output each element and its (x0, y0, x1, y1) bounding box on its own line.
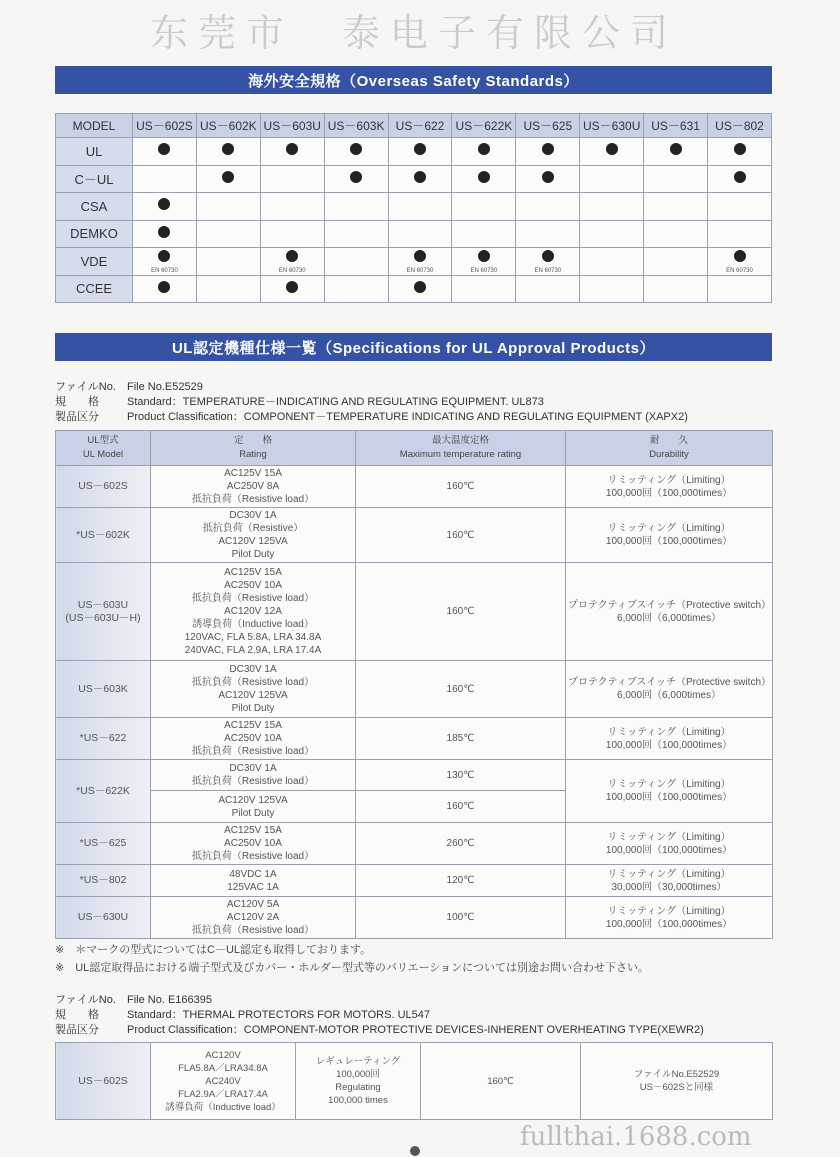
cell: ファイルNo.E52529 US－602Sと同様 (581, 1043, 773, 1120)
cell: AC125V 15A AC250V 8A 抵抗負荷（Resistive load） (151, 466, 356, 508)
cell (388, 248, 452, 276)
vde-note: EN 60730 (151, 267, 178, 274)
footnote: ※ UL認定取得品における端子型式及びカバー・ホルダー型式等のバリエーションについては別途お問い合わせ下さい。 (55, 962, 649, 974)
cell: 185℃ (356, 718, 566, 760)
cell: リミッティング（Limiting） 100,000回（100,000times） (566, 823, 773, 865)
cell: 160℃ (356, 791, 566, 823)
info-value: Product Classification：COMPONENT-MOTOR PROTECTIVE DEVICES-INHERENT OVERHEATING TYPE(XEWR2) (127, 1024, 704, 1036)
cell (516, 138, 580, 166)
certified-dot-icon (286, 143, 298, 155)
cell (324, 138, 388, 166)
cell (260, 248, 324, 276)
cell: US－602S (56, 466, 151, 508)
info-key: ファイルNo. (55, 994, 116, 1006)
column-header (151, 431, 356, 466)
cell (580, 220, 644, 248)
table-row (56, 466, 773, 508)
cell (324, 248, 388, 276)
certified-dot-icon (158, 281, 170, 293)
cell: 100℃ (356, 897, 566, 939)
standard-label: VDE (56, 248, 133, 276)
cell (260, 138, 324, 166)
info-value: Standard：TEMPERATURE－INDICATING AND REGULATING EQUIPMENT. UL873 (127, 396, 544, 408)
cell: 260℃ (356, 823, 566, 865)
cell (133, 248, 197, 276)
cell (516, 193, 580, 221)
cell (260, 165, 324, 193)
watermark-site: fullthai.1688.com (520, 1122, 752, 1152)
cell (133, 275, 197, 303)
info-value: File No. E166395 (127, 994, 212, 1006)
table-row (56, 897, 773, 939)
cell: プロテクティブスイッチ（Protective switch） 6,000回（6,000times） (566, 563, 773, 661)
table-row (56, 563, 773, 661)
cell: AC120V 125VA Pilot Duty (151, 791, 356, 823)
info-value: Product Classification：COMPONENT－TEMPERATURE INDICATING AND REGULATING EQUIPMENT (XAPX2) (127, 411, 688, 423)
cell (196, 220, 260, 248)
cell (452, 138, 516, 166)
certified-dot-icon (414, 250, 426, 262)
certified-dot-icon (158, 198, 170, 210)
info-line (55, 1006, 772, 1022)
section-banner-ul-specs: UL認定機種仕様一覧（Specifications for UL Approval Products） (55, 333, 772, 361)
column-header: US－602K (196, 114, 260, 138)
cell (644, 193, 708, 221)
cell (388, 138, 452, 166)
column-header: US－603K (324, 114, 388, 138)
cell (644, 248, 708, 276)
cell: リミッティング（Limiting） 30,000回（30,000times） (566, 865, 773, 897)
cell (452, 275, 516, 303)
cell (580, 193, 644, 221)
section-banner-overseas: 海外安全規格（Overseas Safety Standards） (55, 66, 772, 94)
info-line (55, 408, 772, 424)
header-jp: UL型式 (87, 435, 119, 446)
table-row (56, 718, 773, 760)
header-en: Rating (239, 449, 267, 460)
column-header (56, 431, 151, 466)
table-row (56, 823, 773, 865)
cell (580, 165, 644, 193)
certified-dot-icon (606, 143, 618, 155)
cell (644, 220, 708, 248)
info-key: ファイルNo. (55, 381, 116, 393)
cell (452, 220, 516, 248)
standard-label: UL (56, 138, 133, 166)
cell (133, 220, 197, 248)
cell: *US－625 (56, 823, 151, 865)
cell (516, 275, 580, 303)
certified-dot-icon (542, 171, 554, 183)
cell (260, 275, 324, 303)
standard-label: C－UL (56, 165, 133, 193)
certified-dot-icon (222, 143, 234, 155)
header-en: Maximum temperature rating (399, 449, 522, 460)
cell: リミッティング（Limiting） 100,000回（100,000times） (566, 508, 773, 563)
certified-dot-icon (542, 250, 554, 262)
certified-dot-icon (734, 171, 746, 183)
vde-note: EN 60730 (726, 267, 753, 274)
certified-dot-icon (478, 250, 490, 262)
header-en: UL Model (82, 449, 124, 460)
vde-note: EN 60730 (406, 267, 434, 274)
cell: *US－802 (56, 865, 151, 897)
cell (708, 248, 772, 276)
cell (516, 165, 580, 193)
cell: *US－622K (56, 760, 151, 823)
cell (388, 193, 452, 221)
cell: US－602S (56, 1043, 151, 1120)
cell (324, 275, 388, 303)
watermark-company: 东莞市 泰电子有限公司 (150, 13, 679, 55)
certified-dot-icon (414, 171, 426, 183)
cell (452, 193, 516, 221)
header-jp: 耐 久 (649, 435, 688, 446)
footnote: ※ ＊マークの型式についてはC－UL認定も取得しております。 (55, 944, 372, 956)
cell: 160℃ (356, 661, 566, 718)
info-key: 規 格 (55, 396, 99, 408)
cell: 160℃ (421, 1043, 581, 1120)
column-header: US－622 (388, 114, 452, 138)
certified-dot-icon (734, 250, 746, 262)
info-line (55, 1021, 772, 1037)
column-header (566, 431, 773, 466)
cell: 160℃ (356, 563, 566, 661)
certified-dot-icon (414, 281, 426, 293)
cell: AC125V 15A AC250V 10A 抵抗負荷（Resistive load） (151, 823, 356, 865)
cell: DC30V 1A 抵抗負荷（Resistive load） AC120V 125VA Pilot Duty (151, 661, 356, 718)
cell: AC120V 5A AC120V 2A 抵抗負荷（Resistive load） (151, 897, 356, 939)
standard-label: CCEE (56, 275, 133, 303)
cell (324, 165, 388, 193)
cell: US－603K (56, 661, 151, 718)
column-header: US－630U (580, 114, 644, 138)
certified-dot-icon (158, 143, 170, 155)
cell: AC125V 15A AC250V 10A 抵抗負荷（Resistive load） AC120V 12A 誘導負荷（Inductive load） 120VAC, FLA 5.8A, LRA 34.8A 240VAC, FLA 2.9A, LRA 17.4A (151, 563, 356, 661)
table-row (56, 138, 772, 166)
cell: DC30V 1A 抵抗負荷（Resistive） AC120V 125VA Pilot Duty (151, 508, 356, 563)
cell: AC125V 15A AC250V 10A 抵抗負荷（Resistive load） (151, 718, 356, 760)
cell (196, 275, 260, 303)
column-header (356, 431, 566, 466)
cell (196, 165, 260, 193)
table-row (56, 865, 773, 897)
cell (452, 248, 516, 276)
certified-dot-icon (478, 171, 490, 183)
column-header: US－802 (708, 114, 772, 138)
cell: 160℃ (356, 508, 566, 563)
vde-note: EN 60730 (470, 267, 498, 274)
table-row (56, 508, 773, 563)
cell: 130℃ (356, 760, 566, 791)
cell (388, 165, 452, 193)
cell (324, 220, 388, 248)
cell (260, 220, 324, 248)
cell (708, 220, 772, 248)
info-line (55, 378, 772, 394)
table-row (56, 661, 773, 718)
cell (580, 138, 644, 166)
cell (133, 138, 197, 166)
column-header: US－631 (644, 114, 708, 138)
cell: 120℃ (356, 865, 566, 897)
table-row (56, 220, 772, 248)
table-row (56, 193, 772, 221)
column-header: MODEL (56, 114, 133, 138)
info-value: Standard：THERMAL PROTECTORS FOR MOTORS. UL547 (127, 1009, 430, 1021)
column-header: US－622K (452, 114, 516, 138)
vde-note: EN 60730 (534, 267, 562, 274)
cell (708, 193, 772, 221)
cell: US－603U (US－603U－H) (56, 563, 151, 661)
cell (644, 275, 708, 303)
certified-dot-icon (542, 143, 554, 155)
cell (452, 165, 516, 193)
info-key: 規 格 (55, 1009, 99, 1021)
certified-dot-icon (158, 226, 170, 238)
certified-dot-icon (350, 143, 362, 155)
cell: プロテクティブスイッチ（Protective switch） 6,000回（6,000times） (566, 661, 773, 718)
header-jp: 最大温度定格 (431, 435, 489, 446)
cell (196, 138, 260, 166)
cell (708, 165, 772, 193)
cell (708, 138, 772, 166)
ul-specs-table (55, 430, 773, 939)
certified-dot-icon (286, 250, 298, 262)
info-key: 製品区分 (55, 1024, 99, 1036)
cell (580, 248, 644, 276)
cell: リミッティング（Limiting） 100,000回（100,000times） (566, 718, 773, 760)
cell (133, 165, 197, 193)
header-row (56, 114, 772, 138)
table-row (56, 1043, 773, 1120)
table-row (56, 275, 772, 303)
info-line (55, 393, 772, 409)
column-header: US－603U (260, 114, 324, 138)
cell (196, 193, 260, 221)
cell (580, 275, 644, 303)
cell: *US－622 (56, 718, 151, 760)
table-row (56, 248, 772, 276)
header-en: Durability (649, 449, 689, 460)
cell: DC30V 1A 抵抗負荷（Resistive load） (151, 760, 356, 791)
overseas-standards-table (55, 113, 772, 303)
cell (260, 193, 324, 221)
info-value: File No.E52529 (127, 381, 203, 393)
cell (516, 220, 580, 248)
cell: レギュレーティング 100,000回 Regulating 100,000 times (296, 1043, 421, 1120)
header-row (56, 431, 773, 466)
certified-dot-icon (414, 143, 426, 155)
cell: *US－602K (56, 508, 151, 563)
certified-dot-icon (478, 143, 490, 155)
table-row (56, 165, 772, 193)
cell (516, 248, 580, 276)
cell (324, 193, 388, 221)
cell: 160℃ (356, 466, 566, 508)
column-header: US－625 (516, 114, 580, 138)
cell (388, 220, 452, 248)
cell: リミッティング（Limiting） 100,000回（100,000times） (566, 897, 773, 939)
cell (644, 138, 708, 166)
standard-label: DEMKO (56, 220, 133, 248)
cell: リミッティング（Limiting） 100,000回（100,000times） (566, 466, 773, 508)
certified-dot-icon (734, 143, 746, 155)
ul547-table (55, 1042, 773, 1120)
certified-dot-icon (286, 281, 298, 293)
standard-label: CSA (56, 193, 133, 221)
cell: 48VDC 1A 125VAC 1A (151, 865, 356, 897)
cell: US－630U (56, 897, 151, 939)
header-jp: 定 格 (233, 435, 272, 446)
cell (388, 275, 452, 303)
column-header: US－602S (133, 114, 197, 138)
vde-note: EN 60730 (278, 267, 306, 274)
table-row (56, 760, 773, 791)
certified-dot-icon (670, 143, 682, 155)
cell: AC120V FLA5.8A／LRA34.8A AC240V FLA2.9A／LRA17.4A 誘導負荷（Inductive load） (151, 1043, 296, 1120)
cell (133, 193, 197, 221)
cell (644, 165, 708, 193)
certified-dot-icon (222, 171, 234, 183)
info-line (55, 991, 772, 1007)
cell (708, 275, 772, 303)
page-number-mark (410, 1146, 420, 1156)
certified-dot-icon (158, 250, 170, 262)
certified-dot-icon (350, 171, 362, 183)
cell: リミッティング（Limiting） 100,000回（100,000times） (566, 760, 773, 823)
cell (196, 248, 260, 276)
info-key: 製品区分 (55, 411, 99, 423)
